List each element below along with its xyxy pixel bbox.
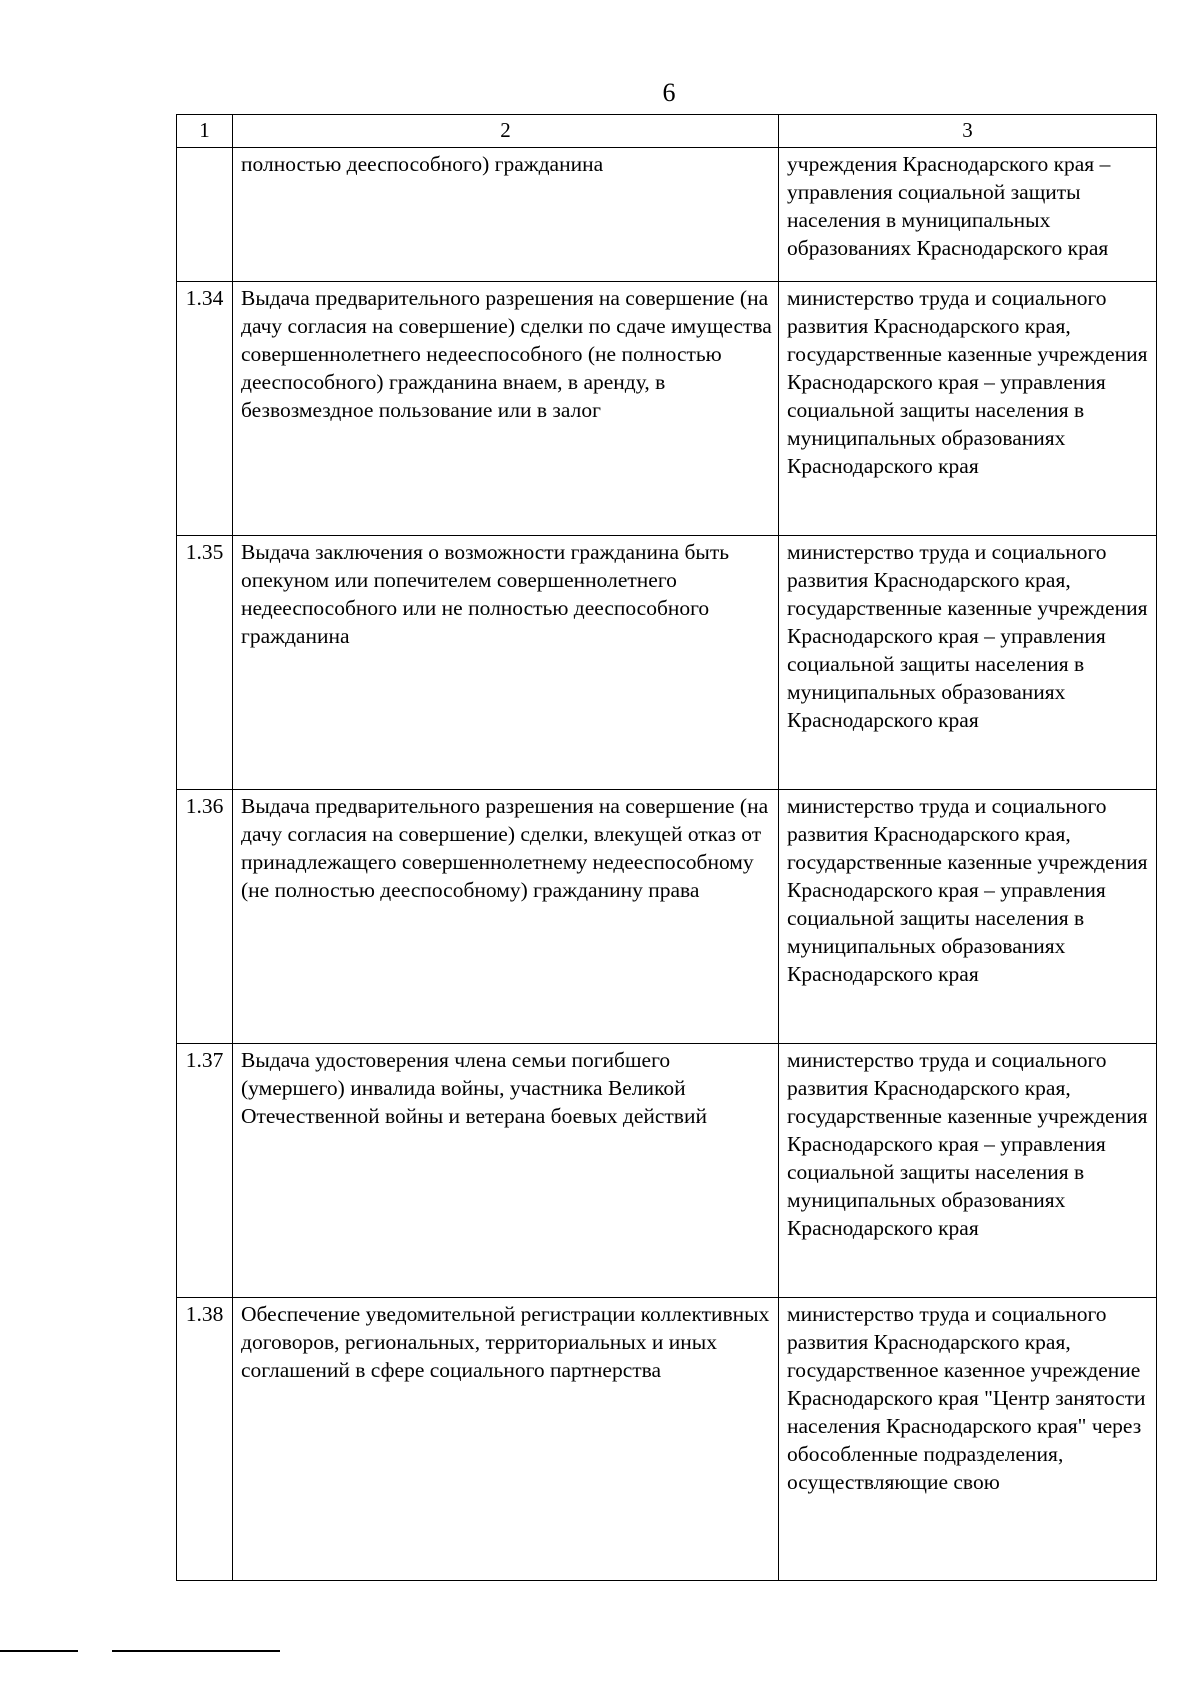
responsible-body: министерство труда и социального развития Краснодарского края, государственные казенные учреждения Краснодарского края – управления социальной защиты населения в муниципальных образованиях Краснодарского края [779,282,1157,536]
header-col-2: 2 [233,115,779,148]
table-row [177,1044,1157,1298]
table-row [177,282,1157,536]
responsible-body: министерство труда и социального развития Краснодарского края, государственное казенное учреждение Краснодарского края "Центр занятости населения Краснодарского края" через обособленные подразделения, осуществляющие свою [779,1298,1157,1581]
row-number: 1.34 [177,282,233,536]
services-table [176,114,1157,1581]
responsible-body: учреждения Краснодарского края – управления социальной защиты населения в муниципальных образованиях Краснодарского края [779,148,1157,282]
service-name: Выдача заключения о возможности гражданина быть опекуном или попечителем совершеннолетнего недееспособного или не полностью дееспособного гражданина [233,536,779,790]
table-row [177,1298,1157,1581]
service-name: полностью дееспособного) гражданина [233,148,779,282]
header-col-1: 1 [177,115,233,148]
page-number: 6 [662,78,676,107]
service-name: Выдача предварительного разрешения на совершение (на дачу согласия на совершение) сделки, влекущей отказ от принадлежащего совершеннолетнему недееспособному (не полностью дееспособному) гражданину права [233,790,779,1044]
footer-rule-segment [112,1650,280,1652]
service-name: Выдача предварительного разрешения на совершение (на дачу согласия на совершение) сделки по сдаче имущества совершеннолетнего недееспособного (не полностью дееспособного) гражданина внаем, в аренду, в безвозмездное пользование или в залог [233,282,779,536]
responsible-body: министерство труда и социального развития Краснодарского края, государственные казенные учреждения Краснодарского края – управления социальной защиты населения в муниципальных образованиях Краснодарского края [779,1044,1157,1298]
responsible-body: министерство труда и социального развития Краснодарского края, государственные казенные учреждения Краснодарского края – управления социальной защиты населения в муниципальных образованиях Краснодарского края [779,536,1157,790]
row-number: 1.35 [177,536,233,790]
row-number [177,148,233,282]
header-col-3: 3 [779,115,1157,148]
row-number: 1.38 [177,1298,233,1581]
footer-rule [0,1650,300,1652]
table-header-row [177,115,1157,148]
responsible-body: министерство труда и социального развития Краснодарского края, государственные казенные учреждения Краснодарского края – управления социальной защиты населения в муниципальных образованиях Краснодарского края [779,790,1157,1044]
service-name: Обеспечение уведомительной регистрации коллективных договоров, региональных, территориальных и иных соглашений в сфере социального партнерства [233,1298,779,1581]
table-row [177,536,1157,790]
row-number: 1.36 [177,790,233,1044]
table-row [177,148,1157,282]
row-number: 1.37 [177,1044,233,1298]
footer-rule-segment [0,1650,78,1652]
service-name: Выдача удостоверения члена семьи погибшего (умершего) инвалида войны, участника Великой Отечественной войны и ветерана боевых действий [233,1044,779,1298]
table-row [177,790,1157,1044]
